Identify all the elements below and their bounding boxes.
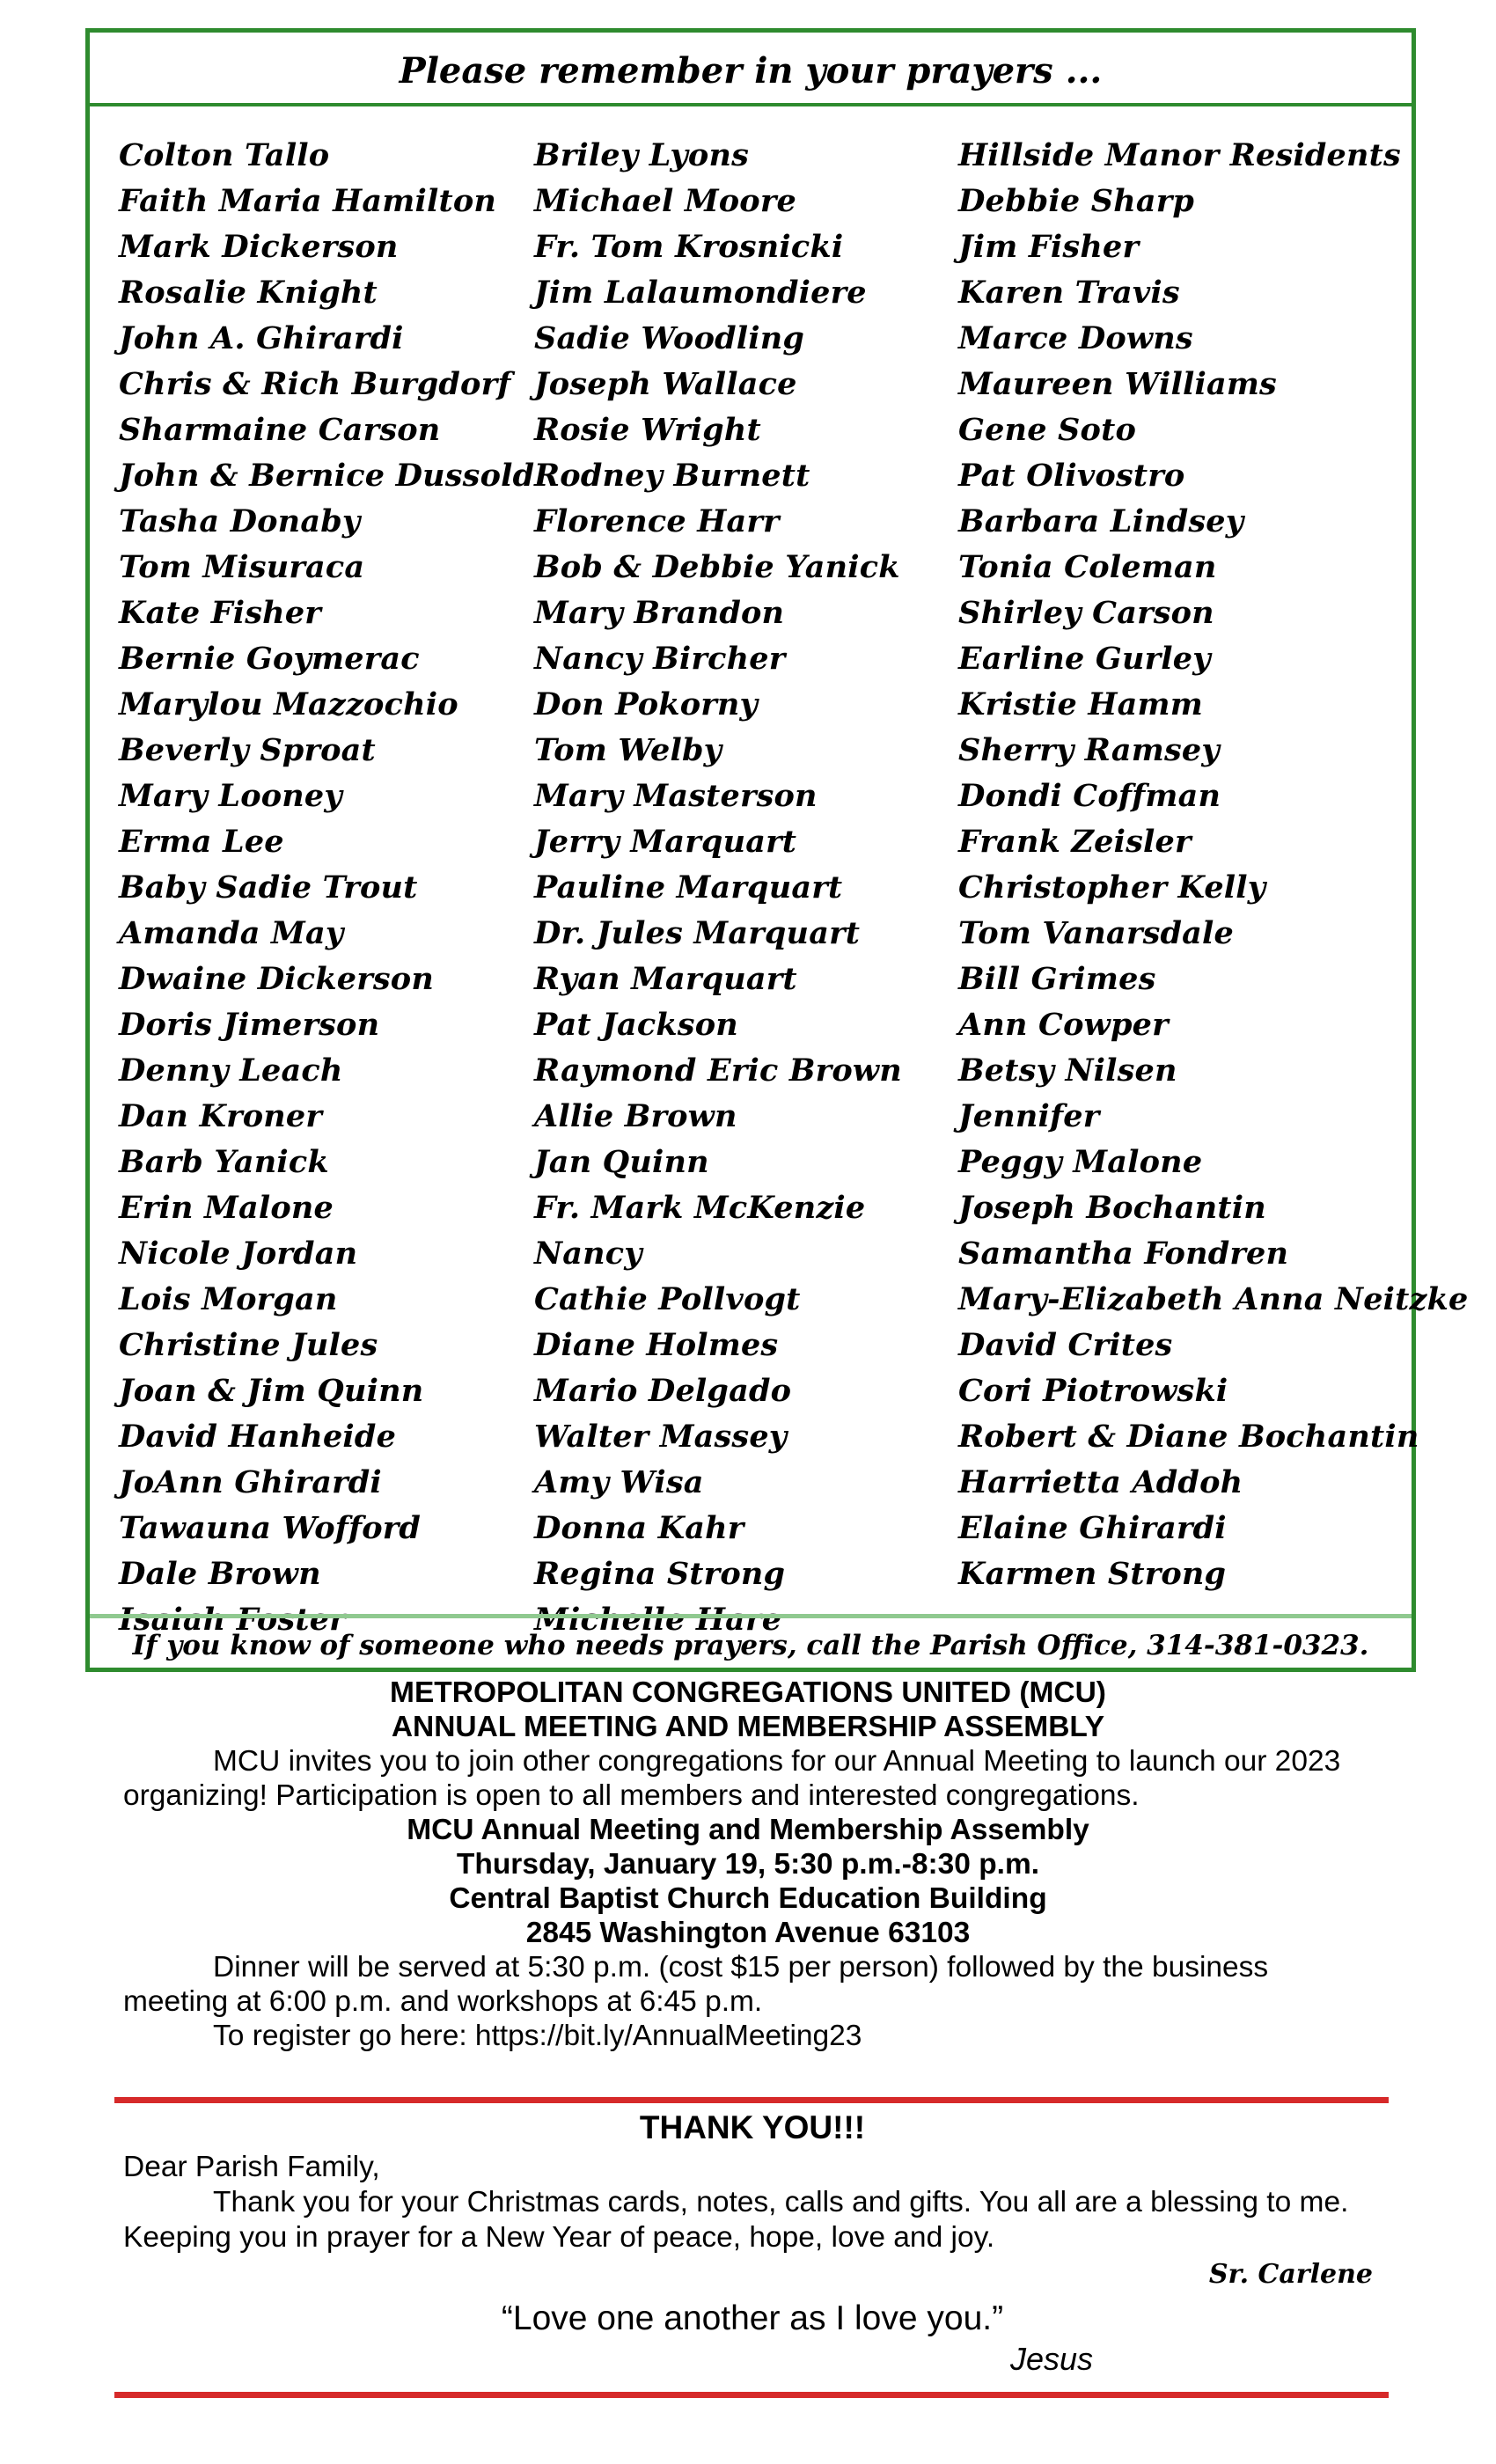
prayer-name: Shirley Carson [958, 595, 1214, 631]
prayer-request-note: If you know of someone who needs prayers, call the Parish Office, 314-381-0323. [90, 1614, 1412, 1668]
prayer-name: Tasha Donaby [119, 503, 361, 539]
prayer-name: Barb Yanick [119, 1144, 329, 1180]
prayer-name: Mary Looney [119, 778, 342, 814]
prayer-name: Kristie Hamm [958, 686, 1203, 722]
prayer-name: Jan Quinn [534, 1144, 709, 1180]
mcu-details: Dinner will be served at 5:30 p.m. (cost $15 per person) followed by the business meeting at 6:00 p.m. and workshops at 6:45 p.m. [123, 1951, 1269, 2018]
prayer-name: Walter Massey [534, 1419, 788, 1455]
prayer-name: Bob & Debbie Yanick [534, 549, 900, 585]
prayer-name: Sherry Ramsey [958, 732, 1220, 768]
prayer-name: David Crites [958, 1327, 1173, 1363]
prayer-name: John A. Ghirardi [119, 320, 404, 356]
prayer-name: Tawauna Wofford [119, 1510, 422, 1546]
prayer-name: Sharmaine Carson [119, 412, 441, 448]
prayer-name: Mark Dickerson [119, 229, 399, 265]
prayer-list-title: Please remember in your prayers ... [90, 33, 1412, 106]
prayer-name: Mary-Elizabeth Anna Neitzke [958, 1281, 1469, 1317]
prayer-name: Earline Gurley [958, 641, 1211, 677]
prayer-name: Nancy [534, 1236, 642, 1272]
prayer-name: Bill Grimes [958, 961, 1156, 997]
prayer-name: Pat Jackson [534, 1007, 738, 1043]
mcu-event-date: Thursday, January 19, 5:30 p.m.-8:30 p.m. [456, 1848, 1040, 1881]
prayer-name: Doris Jimerson [119, 1007, 380, 1043]
prayer-name: Dondi Coffman [958, 778, 1221, 814]
prayer-name: Joan & Jim Quinn [119, 1373, 424, 1409]
prayer-name: Amy Wisa [534, 1464, 704, 1500]
prayer-name: Lois Morgan [119, 1281, 338, 1317]
prayer-name: Peggy Malone [958, 1144, 1203, 1180]
mcu-event-address: 2845 Washington Avenue 63103 [525, 1917, 971, 1949]
prayer-name: Barbara Lindsey [958, 503, 1244, 539]
prayer-name: Jim Lalaumondiere [534, 275, 867, 311]
prayer-name: Florence Harr [534, 503, 780, 539]
prayer-name: Erma Lee [119, 824, 284, 860]
prayer-name: Cathie Pollvogt [534, 1281, 801, 1317]
prayer-name: Joseph Bochantin [958, 1190, 1266, 1226]
prayer-list-box [85, 28, 1469, 1672]
mcu-event-place: Central Baptist Church Education Building [449, 1882, 1047, 1915]
prayer-names [90, 106, 1469, 1638]
prayer-name: Michelle Hare [534, 1602, 782, 1638]
prayer-name: Kate Fisher [119, 595, 321, 631]
prayer-name: Mary Masterson [534, 778, 818, 814]
prayer-name: Beverly Sproat [119, 732, 376, 768]
prayer-name: Christopher Kelly [958, 869, 1266, 906]
quote-attribution: Jesus [1010, 2341, 1094, 2377]
thank-you-body: Thank you for your Christmas cards, notes, calls and gifts. You all are a blessing to me. Keeping you in prayer for a New Year of peace, hope, love and joy. [123, 2186, 1349, 2254]
prayer-name: Sadie Woodling [534, 320, 805, 356]
prayer-name: Joseph Wallace [534, 366, 797, 402]
prayer-name: Dwaine Dickerson [119, 961, 434, 997]
prayer-name: John & Bernice Dussold [119, 458, 535, 494]
prayer-name: Ann Cowper [958, 1007, 1169, 1043]
prayer-name: Dale Brown [119, 1556, 321, 1592]
prayer-name: Chris & Rich Burgdorf [119, 366, 511, 402]
thank-you-salutation: Dear Parish Family, [123, 2151, 380, 2183]
prayer-name: Allie Brown [534, 1098, 737, 1134]
prayer-name: David Hanheide [119, 1419, 397, 1455]
prayer-name: Betsy Nilsen [958, 1052, 1177, 1089]
prayer-column-1 [119, 133, 534, 1643]
red-divider-top [114, 2097, 1389, 2103]
thank-you-title: THANK YOU!!! [639, 2109, 866, 2145]
prayer-name: Colton Tallo [119, 137, 330, 173]
prayer-name: Debbie Sharp [958, 183, 1195, 219]
prayer-name: Jim Fisher [958, 229, 1140, 265]
prayer-name: Jennifer [958, 1098, 1100, 1134]
mcu-event-title: MCU Annual Meeting and Membership Assembly [407, 1814, 1089, 1846]
signature: Sr. Carlene [1208, 2259, 1373, 2290]
mcu-intro: MCU invites you to join other congregations for our Annual Meeting to launch our 2023 organizing! Participation is open to all members and interested congregations. [123, 1745, 1341, 1812]
prayer-name: Marylou Mazzochio [119, 686, 458, 722]
prayer-name: Marce Downs [958, 320, 1193, 356]
prayer-name: Hillside Manor Residents [958, 137, 1401, 173]
prayer-name: Maureen Williams [958, 366, 1277, 402]
prayer-name: Ryan Marquart [534, 961, 797, 997]
prayer-name: Baby Sadie Trout [119, 869, 418, 906]
prayer-name: Isaiah Foster [119, 1602, 346, 1638]
prayer-name: Diane Holmes [534, 1327, 779, 1363]
prayer-name: Tom Misuraca [119, 549, 365, 585]
prayer-name: Harrietta Addoh [958, 1464, 1243, 1500]
prayer-name: Fr. Mark McKenzie [534, 1190, 866, 1226]
prayer-name: Cori Piotrowski [958, 1373, 1228, 1409]
prayer-name: Robert & Diane Bochantin [958, 1419, 1419, 1455]
prayer-name: Jerry Marquart [534, 824, 797, 860]
prayer-name: Regina Strong [534, 1556, 786, 1592]
prayer-column-2 [534, 133, 902, 1643]
red-divider-bottom [114, 2392, 1389, 2398]
prayer-name: Karmen Strong [958, 1556, 1227, 1592]
mcu-heading: METROPOLITAN CONGREGATIONS UNITED (MCU) [390, 1676, 1106, 1709]
prayer-name: Raymond Eric Brown [534, 1052, 902, 1089]
prayer-name: Faith Maria Hamilton [119, 183, 497, 219]
prayer-name: Michael Moore [534, 183, 796, 219]
prayer-column-3 [958, 133, 1469, 1597]
prayer-name: Mary Brandon [534, 595, 785, 631]
prayer-name: Bernie Goymerac [119, 641, 420, 677]
prayer-name: Rosie Wright [534, 412, 761, 448]
prayer-name: Dan Kroner [119, 1098, 323, 1134]
thank-you-note [123, 2108, 1382, 2377]
prayer-name: Rosalie Knight [119, 275, 378, 311]
prayer-name: Tom Welby [534, 732, 722, 768]
prayer-name: Karen Travis [958, 275, 1180, 311]
prayer-name: Samantha Fondren [958, 1236, 1289, 1272]
prayer-name: Tonia Coleman [958, 549, 1217, 585]
prayer-name: Nicole Jordan [119, 1236, 358, 1272]
prayer-name: Don Pokorny [534, 686, 759, 722]
prayer-name: Tom Vanarsdale [958, 915, 1234, 951]
prayer-name: Dr. Jules Marquart [534, 915, 861, 951]
prayer-name: Amanda May [119, 915, 344, 951]
prayer-name: JoAnn Ghirardi [119, 1464, 382, 1500]
prayer-name: Rodney Burnett [534, 458, 810, 494]
prayer-name: Denny Leach [119, 1052, 343, 1089]
prayer-name: Erin Malone [119, 1190, 334, 1226]
prayer-name: Elaine Ghirardi [958, 1510, 1227, 1546]
mcu-subheading: ANNUAL MEETING AND MEMBERSHIP ASSEMBLY [391, 1711, 1105, 1743]
mcu-announcement [123, 1676, 1373, 2053]
mcu-register: To register go here: https://bit.ly/AnnualMeeting23 [213, 2020, 862, 2052]
prayer-name: Pauline Marquart [534, 869, 843, 906]
prayer-name: Fr. Tom Krosnicki [534, 229, 844, 265]
prayer-name: Christine Jules [119, 1327, 378, 1363]
prayer-name: Frank Zeisler [958, 824, 1192, 860]
prayer-name: Briley Lyons [534, 137, 749, 173]
prayer-name: Donna Kahr [534, 1510, 744, 1546]
prayer-name: Nancy Bircher [534, 641, 786, 677]
prayer-name: Gene Soto [958, 412, 1136, 448]
prayer-name: Mario Delgado [534, 1373, 792, 1409]
prayer-name: Pat Olivostro [958, 458, 1185, 494]
scripture-quote: “Love one another as I love you.” [501, 2299, 1004, 2337]
